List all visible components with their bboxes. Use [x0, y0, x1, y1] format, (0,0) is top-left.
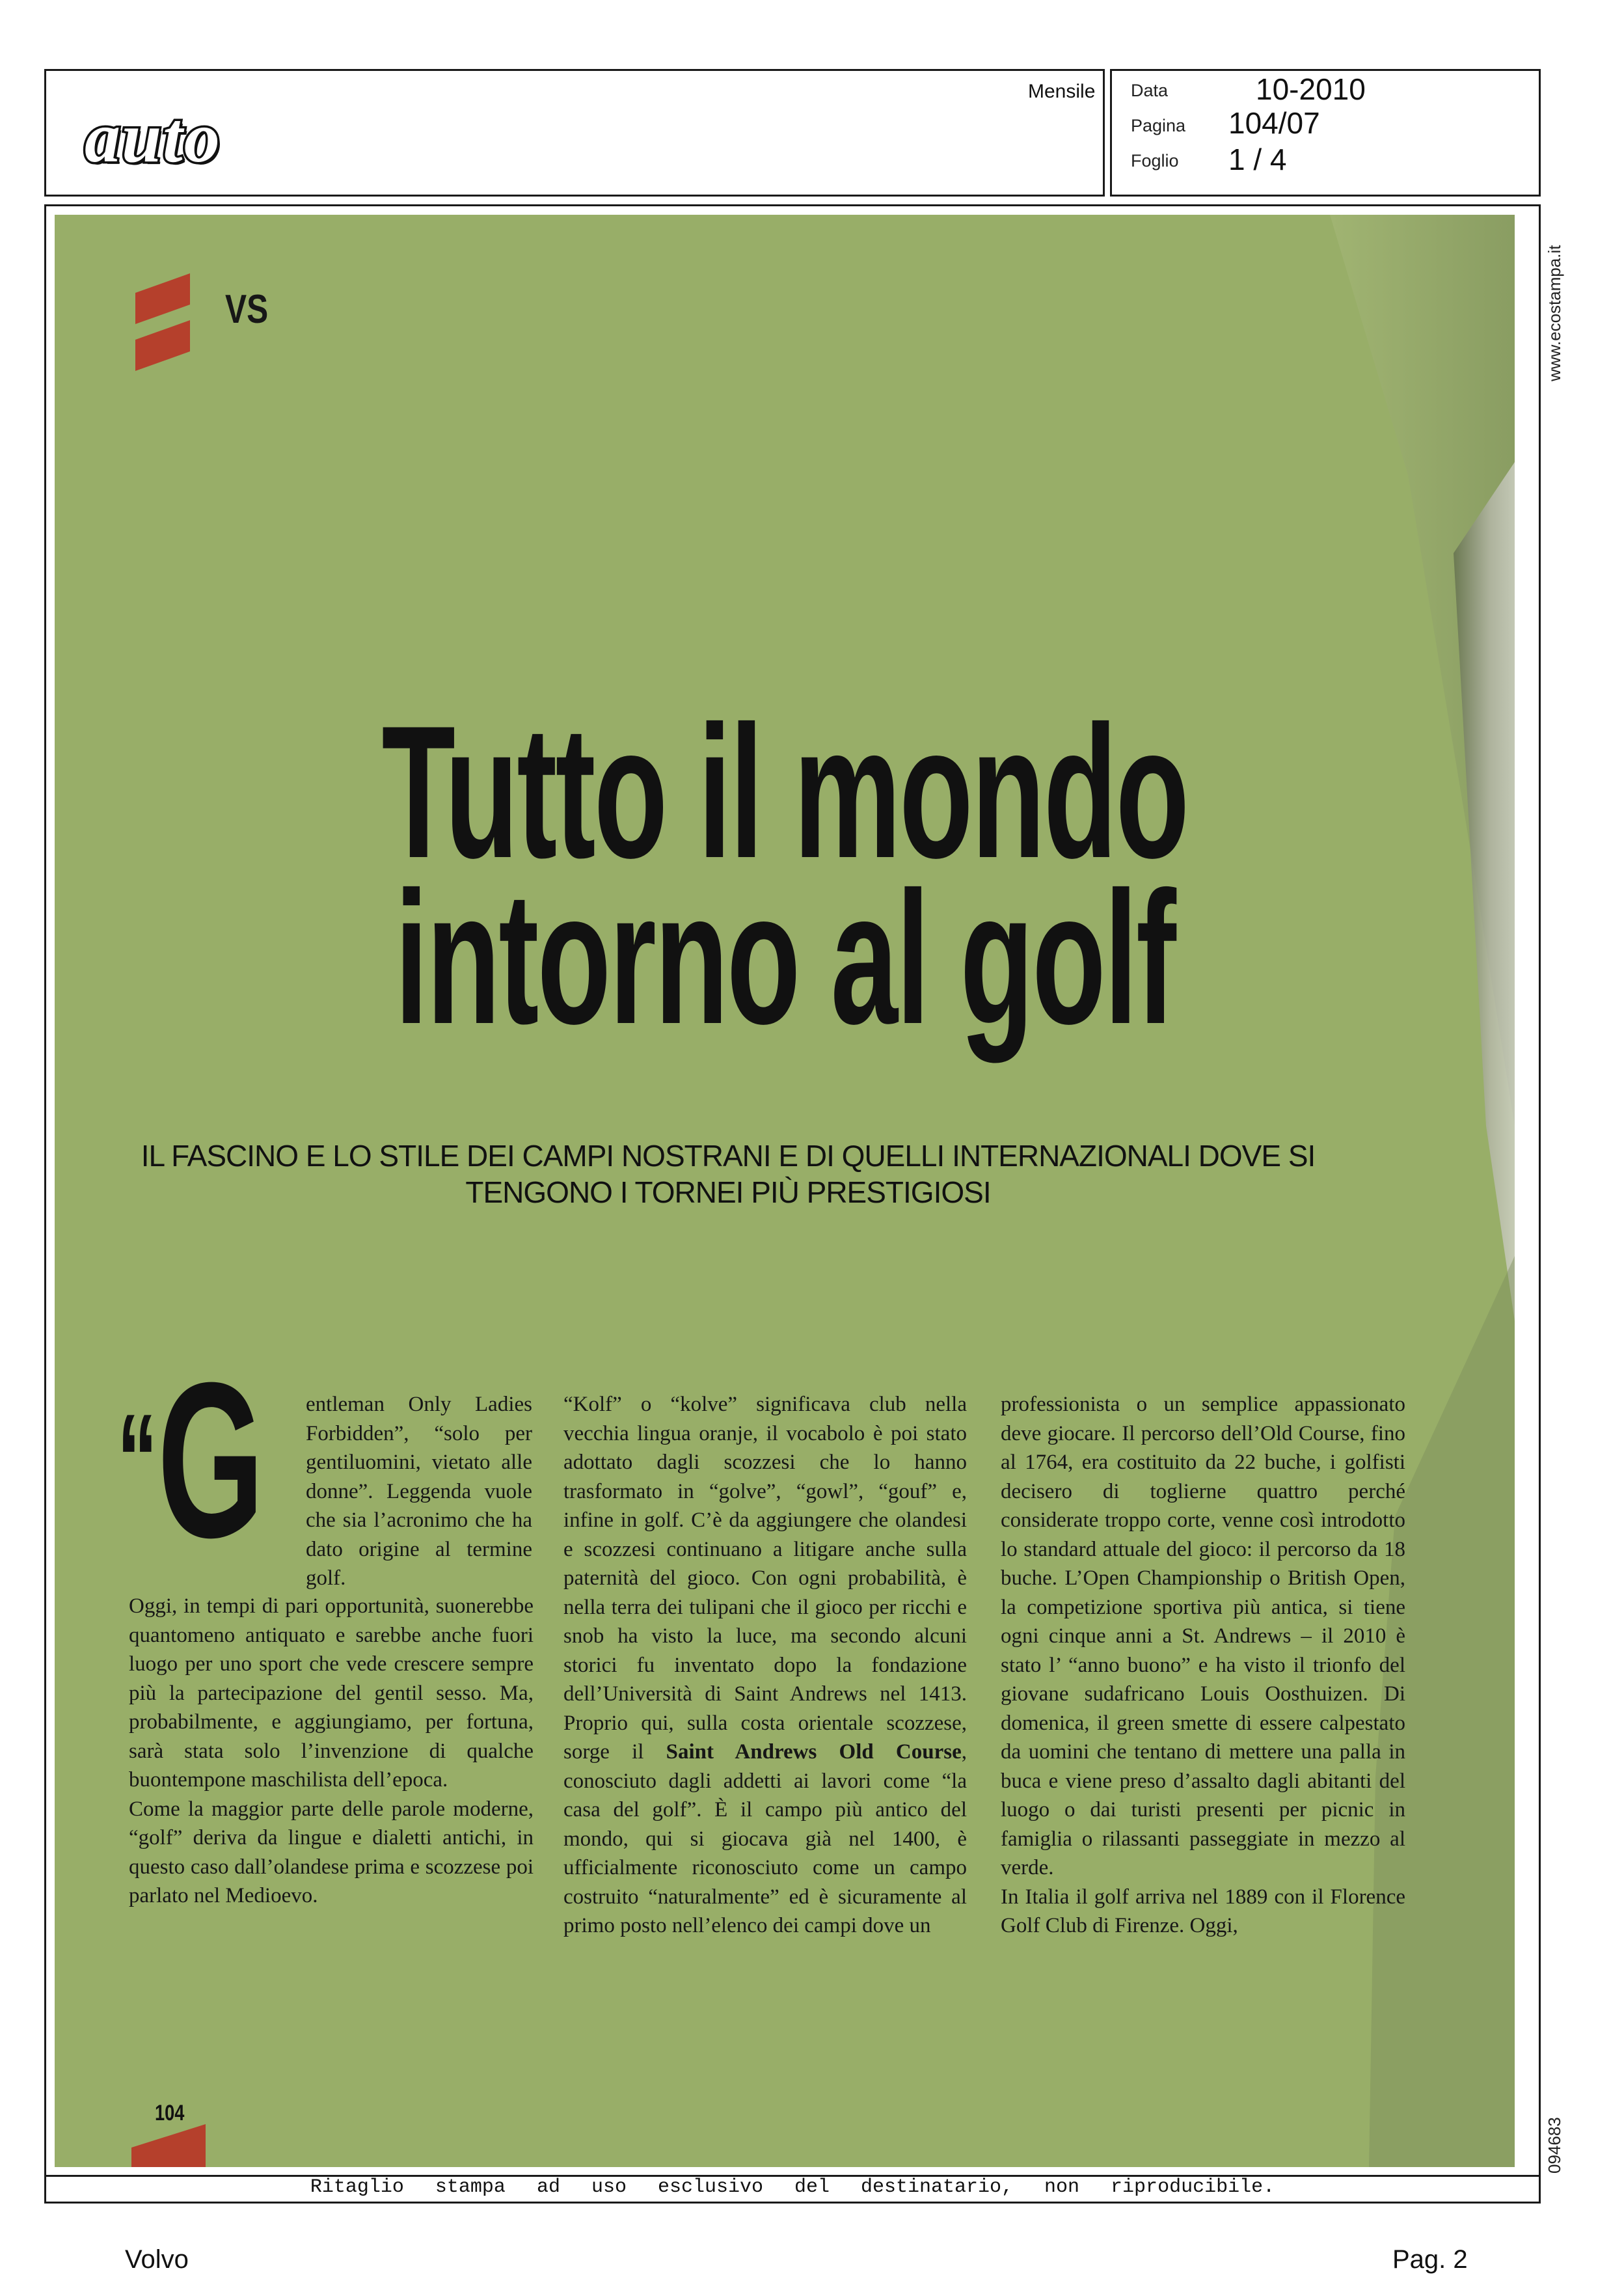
section-label: VS [225, 287, 269, 332]
column-1-top [306, 1390, 532, 1593]
article-subtitle [126, 1138, 1330, 1210]
section-logo-icon [135, 273, 190, 371]
paragraph: Oggi, in tempi di pari opportunità, suonerebbe quantomeno antiquato e sarebbe anche fuori luogo per uno sport che vede crescere sempre più la partecipazione del gentil sesso. Ma, probabilmente, e aggiungiamo, per fortuna, sarà stata solo l’invenzione di qualche buontempone maschilista dell’epoca. [129, 1594, 534, 1792]
page-corner-mark-icon [131, 2124, 206, 2167]
column-2 [563, 1390, 967, 1941]
side-code: 094683 [1545, 2117, 1564, 2174]
paragraph: Come la maggior parte delle parole moderne, “golf” deriva da lingue e dialetti antichi, in questo caso dall’olandese prima e scozzese poi parlato nel Medioevo. [129, 1797, 534, 1907]
text-run: , conosciuto dagli addetti ai lavori come “la casa del golf”. È il campo più antico del mondo, qui si giocava già nel 1400, è ufficialmente riconosciuto come un campo costruito “naturalmente” ed è sicuramente al primo posto nell’elenco dei campi dove un [563, 1740, 967, 1937]
article-title [318, 687, 1252, 1063]
paragraph: entleman Only Ladies Forbidden”, “solo per gentiluomini, vietato alle donne”. Leggenda vuole che sia l’acronimo che ha dato origine al termine golf. [306, 1393, 532, 1590]
page-number: 104 [155, 2101, 185, 2125]
sheet-label: Foglio [1131, 151, 1179, 171]
paragraph [563, 1390, 967, 1941]
drop-cap-letter: G [157, 1337, 264, 1584]
date-value: 10-2010 [1256, 72, 1366, 106]
magazine-page [55, 215, 1515, 2167]
text-run: “Kolf” o “kolve” significava club nella vecchia lingua oranje, il vocabolo è poi stato adottato dagli scozzesi che lo hanno trasformato in “golve”, “gowl”, “gouf” e, infine in golf. C’è da aggiungere che olandesi e scozzesi continuano a litigare anche sulla paternità del gioco. Con ogni probabilità, è nella terra dei tulipani che il gioco per ricchi e snob ha visto la luce, ma secondo alcuni storici fu inventato dopo la fondazione dell’Università di Saint Andrews nel 1413. Proprio qui, sulla costa orientale scozzese, sorge il [563, 1393, 967, 1764]
column-3 [1001, 1390, 1405, 1941]
column-1 [129, 1592, 534, 1911]
periodicity: Mensile [1028, 81, 1096, 102]
magazine-logo: auto [85, 98, 221, 177]
drop-cap-quote: “ [117, 1387, 157, 1533]
date-label: Data [1131, 81, 1169, 100]
title-line-1: Tutto il mondo [381, 687, 1188, 897]
sheet-value: 1 / 4 [1228, 143, 1287, 176]
subtitle-line-1: IL FASCINO E LO STILE DEI CAMPI NOSTRANI E DI QUELLI INTERNAZIONALI DOVE SI [141, 1139, 1316, 1173]
subtitle-line-2: TENGONO I TORNEI PIÙ PRESTIGIOSI [465, 1175, 991, 1209]
disclaimer: Ritaglio stampa ad uso esclusivo del destinatario, non riproducibile. [310, 2176, 1275, 2198]
page-value: 104/07 [1228, 106, 1320, 140]
page-label: Pagina [1131, 116, 1186, 135]
footer-client: Volvo [125, 2245, 189, 2274]
paragraph: professionista o un semplice appassionato deve giocare. Il percorso dell’Old Course, fino al 1764, era costituito da 22 buche, i golfisti decisero di toglierne quattro perché considerate troppo corte, venne così introdotto lo standard attuale del gioco: il percorso da 18 buche. L’Open Championship o British Open, la competizione sportiva più antica, si tiene ogni cinque anni a St. Andrews – il 2010 è stato l’ “anno buono” e ha visto il trionfo del giovane sudafricano Louis Oosthuizen. Di domenica, il green smette di essere calpestato da uomini che tentano di mettere una palla in buca e viene preso d’assalto dagli abitanti del luogo o dai turisti presenti per picnic in famiglia o rilassanti passeggiate in mezzo al verde. [1001, 1393, 1405, 1879]
footer-page: Pag. 2 [1392, 2245, 1468, 2274]
drop-cap [117, 1337, 264, 1584]
title-line-2: intorno al golf [394, 853, 1175, 1063]
paragraph: In Italia il golf arriva nel 1889 con il Florence Golf Club di Firenze. Oggi, [1001, 1885, 1405, 1937]
side-url: www.ecostampa.it [1545, 245, 1564, 381]
bold-course-name: Saint Andrews Old Course [666, 1740, 962, 1764]
